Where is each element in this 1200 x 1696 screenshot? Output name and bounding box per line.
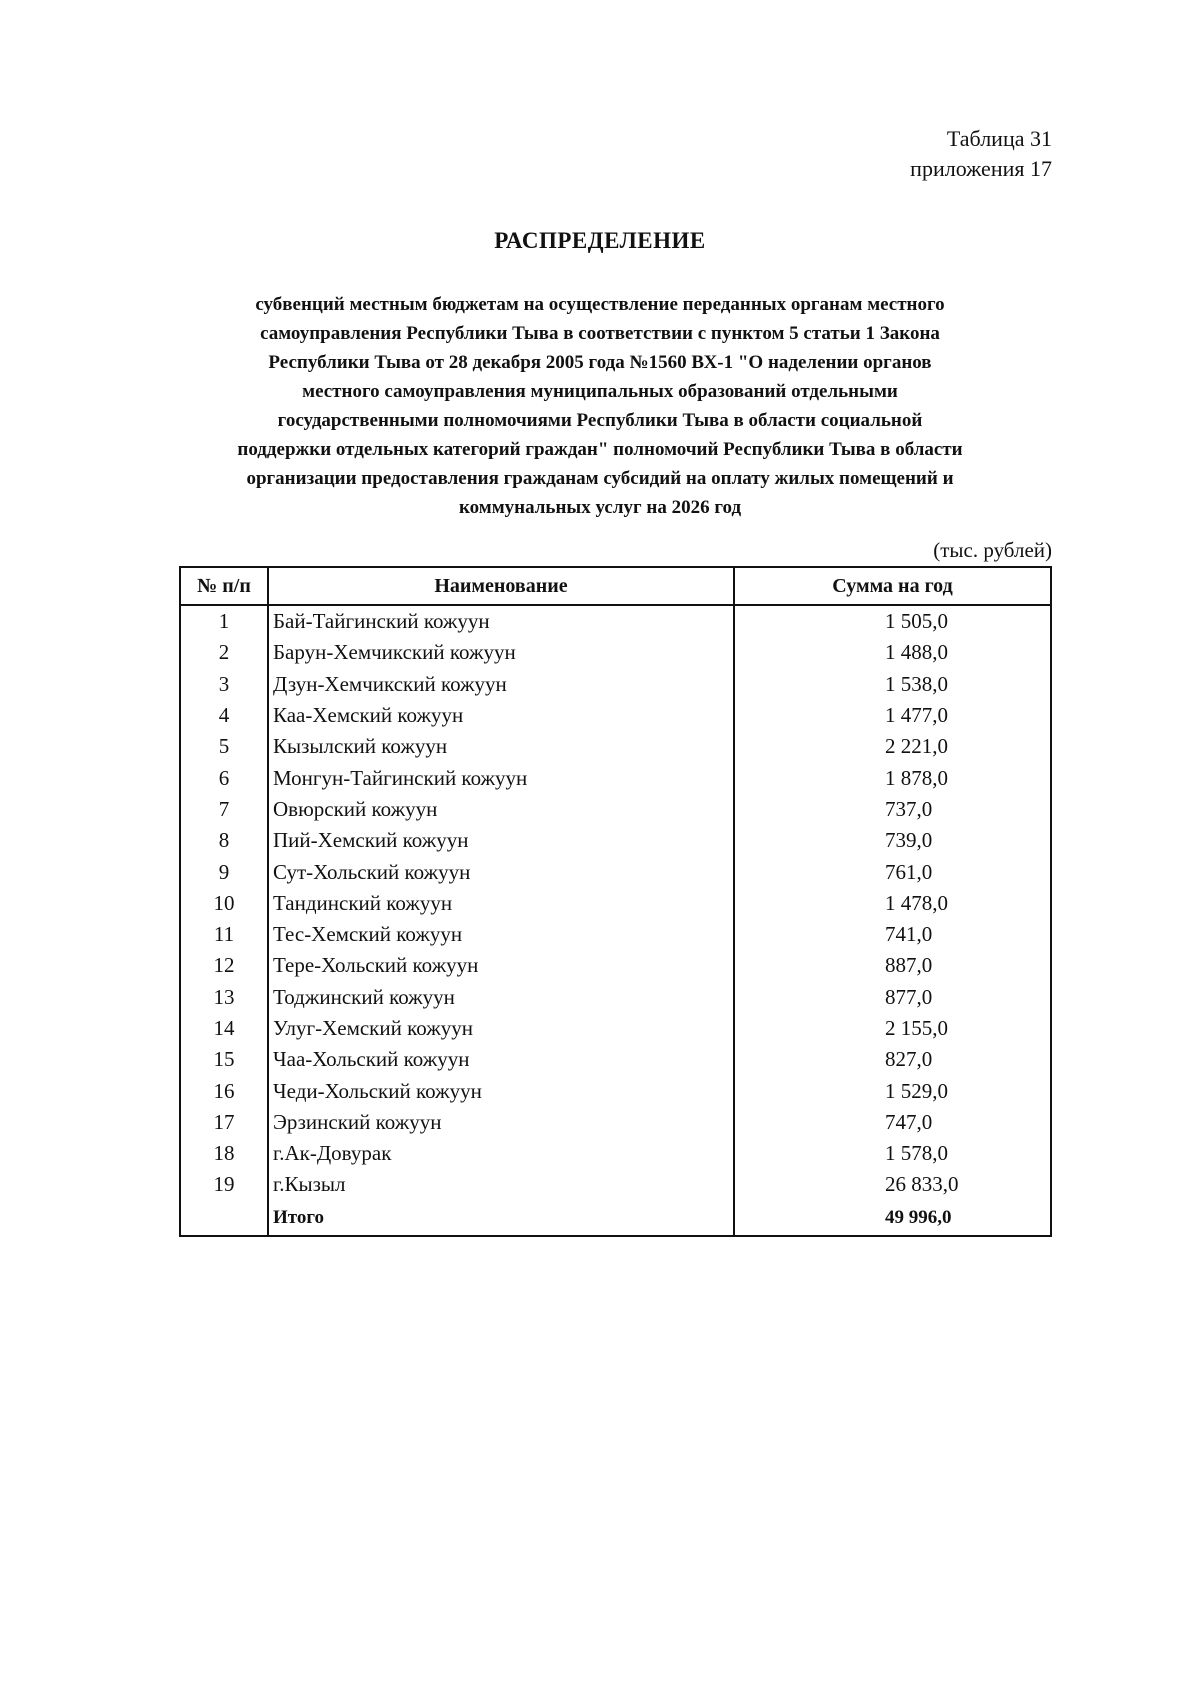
row-name-cell: г.Ак-Довурак bbox=[268, 1138, 734, 1169]
row-sum-cell: 761,0 bbox=[734, 856, 1051, 887]
subtitle-line: Республики Тыва от 28 декабря 2005 года №1560 ВХ-1 "О наделении органов bbox=[268, 352, 932, 373]
row-sum-cell: 1 878,0 bbox=[734, 762, 1051, 793]
row-sum-cell: 26 833,0 bbox=[734, 1169, 1051, 1200]
row-number-cell bbox=[180, 1201, 268, 1236]
table-row bbox=[180, 1075, 1051, 1106]
row-sum-cell: 741,0 bbox=[734, 919, 1051, 950]
row-sum-cell: 827,0 bbox=[734, 1044, 1051, 1075]
row-name-cell: Кызылский кожуун bbox=[268, 731, 734, 762]
row-name-cell: Тес-Хемский кожуун bbox=[268, 919, 734, 950]
distribution-table bbox=[179, 566, 1052, 1237]
document-title: РАСПРЕДЕЛЕНИЕ bbox=[494, 228, 706, 253]
table-row bbox=[180, 1044, 1051, 1075]
row-sum-cell: 1 505,0 bbox=[734, 605, 1051, 637]
subtitle-line: местного самоуправления муниципальных образований отдельными bbox=[302, 381, 898, 402]
row-number-cell: 4 bbox=[180, 700, 268, 731]
row-number-cell: 8 bbox=[180, 825, 268, 856]
row-number-cell: 5 bbox=[180, 731, 268, 762]
units-label: (тыс. рублей) bbox=[933, 538, 1052, 562]
row-number-cell: 10 bbox=[180, 888, 268, 919]
row-number-cell: 3 bbox=[180, 669, 268, 700]
row-sum-cell: 737,0 bbox=[734, 794, 1051, 825]
row-number-cell: 13 bbox=[180, 982, 268, 1013]
row-name-cell: Итого bbox=[268, 1201, 734, 1236]
table-number-label: Таблица 31 bbox=[946, 126, 1052, 151]
table-row bbox=[180, 605, 1051, 637]
row-name-cell: Тоджинский кожуун bbox=[268, 982, 734, 1013]
row-sum-cell: 49 996,0 bbox=[734, 1201, 1051, 1236]
table-reference bbox=[910, 124, 1052, 184]
row-sum-cell: 739,0 bbox=[734, 825, 1051, 856]
row-sum-cell: 1 488,0 bbox=[734, 637, 1051, 668]
column-header-name: Наименование bbox=[268, 567, 734, 605]
column-header-sum: Сумма на год bbox=[734, 567, 1051, 605]
table-row bbox=[180, 794, 1051, 825]
row-name-cell: г.Кызыл bbox=[268, 1169, 734, 1200]
table-row bbox=[180, 731, 1051, 762]
row-sum-cell: 1 538,0 bbox=[734, 669, 1051, 700]
table-body bbox=[180, 605, 1051, 1236]
column-header-number: № п/п bbox=[180, 567, 268, 605]
row-name-cell: Эрзинский кожуун bbox=[268, 1107, 734, 1138]
row-sum-cell: 747,0 bbox=[734, 1107, 1051, 1138]
row-sum-cell: 2 155,0 bbox=[734, 1013, 1051, 1044]
table-row bbox=[180, 856, 1051, 887]
row-sum-cell: 1 477,0 bbox=[734, 700, 1051, 731]
row-number-cell: 15 bbox=[180, 1044, 268, 1075]
row-number-cell: 17 bbox=[180, 1107, 268, 1138]
row-sum-cell: 1 529,0 bbox=[734, 1075, 1051, 1106]
row-number-cell: 19 bbox=[180, 1169, 268, 1200]
table-row bbox=[180, 888, 1051, 919]
row-number-cell: 6 bbox=[180, 762, 268, 793]
table-row bbox=[180, 982, 1051, 1013]
table-row bbox=[180, 950, 1051, 981]
row-name-cell: Овюрский кожуун bbox=[268, 794, 734, 825]
row-number-cell: 12 bbox=[180, 950, 268, 981]
table-row bbox=[180, 1138, 1051, 1169]
row-name-cell: Чеди-Хольский кожуун bbox=[268, 1075, 734, 1106]
table-row bbox=[180, 1013, 1051, 1044]
row-number-cell: 9 bbox=[180, 856, 268, 887]
row-number-cell: 11 bbox=[180, 919, 268, 950]
table-row bbox=[180, 637, 1051, 668]
appendix-label: приложения 17 bbox=[910, 156, 1052, 181]
table-row bbox=[180, 825, 1051, 856]
row-number-cell: 2 bbox=[180, 637, 268, 668]
row-name-cell: Пий-Хемский кожуун bbox=[268, 825, 734, 856]
document-subtitle bbox=[170, 290, 1030, 522]
row-sum-cell: 1 478,0 bbox=[734, 888, 1051, 919]
row-number-cell: 14 bbox=[180, 1013, 268, 1044]
row-number-cell: 16 bbox=[180, 1075, 268, 1106]
subtitle-line: организации предоставления гражданам субсидий на оплату жилых помещений и bbox=[246, 468, 954, 489]
row-number-cell: 7 bbox=[180, 794, 268, 825]
table-total-row bbox=[180, 1201, 1051, 1236]
table-header-row bbox=[180, 567, 1051, 605]
row-sum-cell: 2 221,0 bbox=[734, 731, 1051, 762]
subtitle-line: самоуправления Республики Тыва в соответствии с пунктом 5 статьи 1 Закона bbox=[260, 323, 940, 344]
row-sum-cell: 877,0 bbox=[734, 982, 1051, 1013]
row-name-cell: Сут-Хольский кожуун bbox=[268, 856, 734, 887]
subtitle-line: поддержки отдельных категорий граждан" полномочий Республики Тыва в области bbox=[237, 439, 963, 460]
table-row bbox=[180, 1107, 1051, 1138]
row-sum-cell: 1 578,0 bbox=[734, 1138, 1051, 1169]
table-row bbox=[180, 1169, 1051, 1200]
row-name-cell: Тере-Хольский кожуун bbox=[268, 950, 734, 981]
row-name-cell: Тандинский кожуун bbox=[268, 888, 734, 919]
row-name-cell: Чаа-Хольский кожуун bbox=[268, 1044, 734, 1075]
table-row bbox=[180, 919, 1051, 950]
row-name-cell: Каа-Хемский кожуун bbox=[268, 700, 734, 731]
table-row bbox=[180, 762, 1051, 793]
row-name-cell: Дзун-Хемчикский кожуун bbox=[268, 669, 734, 700]
row-name-cell: Бай-Тайгинский кожуун bbox=[268, 605, 734, 637]
row-name-cell: Улуг-Хемский кожуун bbox=[268, 1013, 734, 1044]
row-number-cell: 18 bbox=[180, 1138, 268, 1169]
row-sum-cell: 887,0 bbox=[734, 950, 1051, 981]
subtitle-line: государственными полномочиями Республики Тыва в области социальной bbox=[277, 410, 923, 431]
row-name-cell: Монгун-Тайгинский кожуун bbox=[268, 762, 734, 793]
subtitle-line: субвенций местным бюджетам на осуществление переданных органам местного bbox=[255, 294, 945, 315]
row-number-cell: 1 bbox=[180, 605, 268, 637]
row-name-cell: Барун-Хемчикский кожуун bbox=[268, 637, 734, 668]
subtitle-line: коммунальных услуг на 2026 год bbox=[458, 497, 742, 518]
table-row bbox=[180, 669, 1051, 700]
table-row bbox=[180, 700, 1051, 731]
